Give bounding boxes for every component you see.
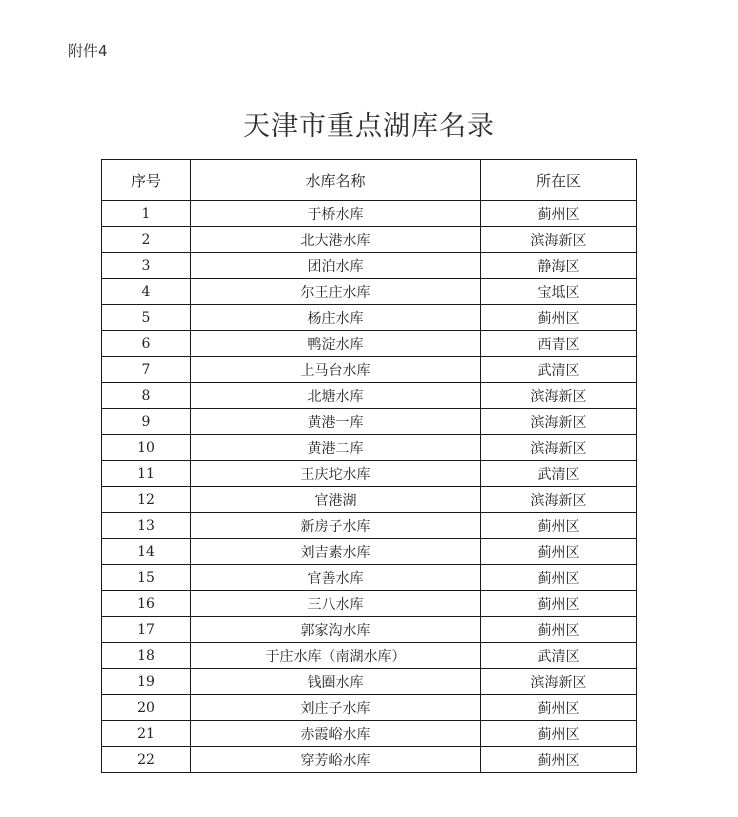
row-number: 1 — [102, 201, 191, 227]
row-number: 6 — [102, 331, 191, 357]
table-row — [102, 409, 637, 435]
row-number: 10 — [102, 435, 191, 461]
district: 蓟州区 — [481, 591, 637, 617]
district: 宝坻区 — [481, 279, 637, 305]
district: 蓟州区 — [481, 539, 637, 565]
district: 蓟州区 — [481, 513, 637, 539]
row-number: 16 — [102, 591, 191, 617]
table-row — [102, 305, 637, 331]
row-number: 20 — [102, 695, 191, 721]
row-number: 2 — [102, 227, 191, 253]
district: 滨海新区 — [481, 487, 637, 513]
column-header-reservoir-name: 水库名称 — [191, 160, 481, 201]
table-row — [102, 227, 637, 253]
reservoir-table — [101, 159, 637, 773]
reservoir-name: 于桥水库 — [191, 201, 481, 227]
reservoir-name: 赤霞峪水库 — [191, 721, 481, 747]
reservoir-name: 王庆坨水库 — [191, 461, 481, 487]
district: 蓟州区 — [481, 695, 637, 721]
row-number: 13 — [102, 513, 191, 539]
reservoir-name: 刘吉素水库 — [191, 539, 481, 565]
row-number: 15 — [102, 565, 191, 591]
table-row — [102, 253, 637, 279]
reservoir-name: 官善水库 — [191, 565, 481, 591]
table-row — [102, 513, 637, 539]
district: 西青区 — [481, 331, 637, 357]
table-row — [102, 617, 637, 643]
row-number: 4 — [102, 279, 191, 305]
reservoir-name: 上马台水库 — [191, 357, 481, 383]
table-row — [102, 357, 637, 383]
row-number: 17 — [102, 617, 191, 643]
attachment-label: 附件4 — [68, 42, 108, 60]
table-row — [102, 565, 637, 591]
row-number: 9 — [102, 409, 191, 435]
row-number: 21 — [102, 721, 191, 747]
reservoir-name: 穿芳峪水库 — [191, 747, 481, 773]
district: 滨海新区 — [481, 383, 637, 409]
reservoir-name: 北大港水库 — [191, 227, 481, 253]
table-row — [102, 591, 637, 617]
reservoir-name: 团泊水库 — [191, 253, 481, 279]
reservoir-name: 钱圈水库 — [191, 669, 481, 695]
district: 滨海新区 — [481, 435, 637, 461]
reservoir-name: 郭家沟水库 — [191, 617, 481, 643]
reservoir-name: 三八水库 — [191, 591, 481, 617]
district: 蓟州区 — [481, 721, 637, 747]
table-header-row — [102, 160, 637, 201]
district: 蓟州区 — [481, 201, 637, 227]
district: 滨海新区 — [481, 409, 637, 435]
reservoir-name: 新房子水库 — [191, 513, 481, 539]
row-number: 11 — [102, 461, 191, 487]
row-number: 22 — [102, 747, 191, 773]
reservoir-name: 尔王庄水库 — [191, 279, 481, 305]
row-number: 7 — [102, 357, 191, 383]
table-row — [102, 435, 637, 461]
reservoir-name: 官港湖 — [191, 487, 481, 513]
district: 武清区 — [481, 643, 637, 669]
row-number: 12 — [102, 487, 191, 513]
table-row — [102, 331, 637, 357]
row-number: 18 — [102, 643, 191, 669]
district: 蓟州区 — [481, 747, 637, 773]
row-number: 19 — [102, 669, 191, 695]
column-header-district: 所在区 — [481, 160, 637, 201]
table-row — [102, 487, 637, 513]
district: 静海区 — [481, 253, 637, 279]
reservoir-name: 北塘水库 — [191, 383, 481, 409]
table-row — [102, 721, 637, 747]
row-number: 8 — [102, 383, 191, 409]
reservoir-name: 刘庄子水库 — [191, 695, 481, 721]
reservoir-name: 鸭淀水库 — [191, 331, 481, 357]
district: 滨海新区 — [481, 669, 637, 695]
district: 蓟州区 — [481, 305, 637, 331]
district: 蓟州区 — [481, 565, 637, 591]
district: 滨海新区 — [481, 227, 637, 253]
table-row — [102, 279, 637, 305]
table-row — [102, 669, 637, 695]
row-number: 14 — [102, 539, 191, 565]
reservoir-name: 黄港一库 — [191, 409, 481, 435]
reservoir-name: 于庄水库（南湖水库） — [191, 643, 481, 669]
table-row — [102, 695, 637, 721]
document-title: 天津市重点湖库名录 — [243, 111, 495, 142]
column-header-number: 序号 — [102, 160, 191, 201]
table-row — [102, 201, 637, 227]
district: 武清区 — [481, 357, 637, 383]
table-row — [102, 383, 637, 409]
table-row — [102, 539, 637, 565]
reservoir-name: 黄港二库 — [191, 435, 481, 461]
district: 武清区 — [481, 461, 637, 487]
table-row — [102, 747, 637, 773]
district: 蓟州区 — [481, 617, 637, 643]
reservoir-name: 杨庄水库 — [191, 305, 481, 331]
table-row — [102, 461, 637, 487]
row-number: 3 — [102, 253, 191, 279]
row-number: 5 — [102, 305, 191, 331]
table-row — [102, 643, 637, 669]
